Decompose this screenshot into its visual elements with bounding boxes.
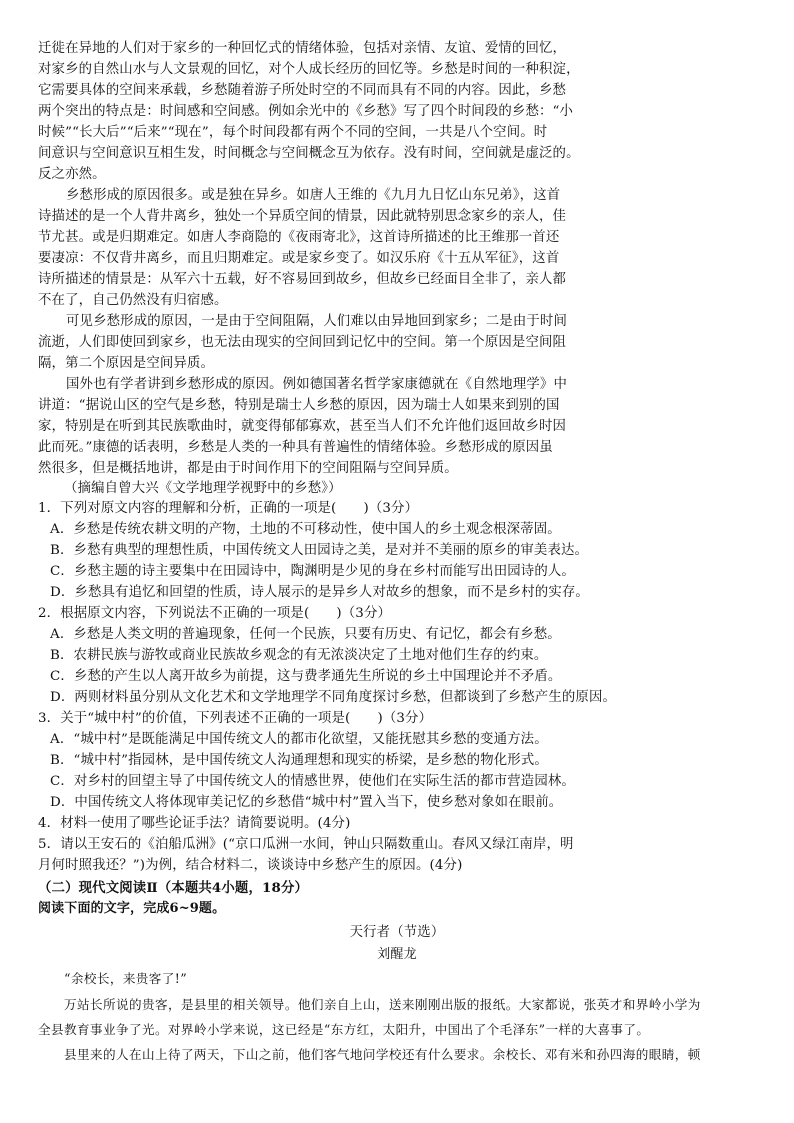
passage-line-21: 然很多，但是概括地讲，都是由于时间作用下的空间阻隔与空间异质。 [38, 461, 458, 476]
passage-line-6: 间意识与空间意识互相生发，时间概念与空间概念互为依存。没有时间，空间就是虚泛的。 [38, 146, 580, 161]
question-3-option-b[interactable]: B．“城中村”指园林，是中国传统文人沟通理想和现实的桥梁，是乡愁的物化形式。 [50, 753, 548, 768]
question-2-option-b[interactable]: B．农耕民族与游牧或商业民族故乡观念的有无浓淡决定了土地对他们生存的约束。 [50, 648, 548, 663]
passage-line-15: 流逝，人们即使回到家乡，也无法由现实的空间回到记忆中的空间。第一个原因是空间阻 [38, 335, 567, 350]
passage-line-14: 可见乡愁形成的原因，一是由于空间阻隔，人们难以由异地回到家乡；二是由于时间 [66, 314, 568, 329]
passage-line-11: 要凄凉：不仅背井离乡，而且归期难定。或是家乡变了。如汉乐府《十五从军征》，这首 [38, 251, 560, 266]
passage-line-9: 诗描述的是一个人背井离乡，独处一个异质空间的情景，因此就特别思念家乡的亲人，佳 [38, 209, 567, 224]
question-2-option-d[interactable]: D．两则材料虽分别从文化艺术和文学地理学不同角度探讨乡愁，但都谈到了乡愁产生的原因。 [50, 690, 617, 705]
passage-line-3: 它需要具体的空间来承载，乡愁随着游子所处时空的不同而具有不同的内容。因此，乡愁 [38, 83, 567, 98]
question-1-option-d[interactable]: D．乡愁具有追忆和回望的性质，诗人展示的是异乡人对故乡的想象，而不是乡村的实存。 [50, 585, 589, 600]
passage-line-4: 两个突出的特点是：时间感和空间感。例如余光中的《乡愁》写了四个时间段的乡愁：“小 [38, 104, 574, 119]
question-1-option-a[interactable]: A．乡愁是传统农耕文明的产物，土地的不可移动性，使中国人的乡土观念根深蒂固。 [50, 522, 561, 537]
passage-source: （摘编自曾大兴《文学地理学视野中的乡愁》） [64, 481, 342, 496]
story-paragraph-3: 县里来的人在山上待了两天，下山之前，他们客气地问学校还有什么要求。余校长、邓有米和孙四海的眼睛，顿 [64, 1047, 701, 1062]
passage-line-5: 时候”“长大后”“后来”“现在”，每个时间段都有两个不同的空间，一共是八个空间。时 [38, 125, 548, 140]
passage-line-2: 对家乡的自然山水与人文景观的回忆，对个人成长经历的回忆等。乡愁是时间的一种积淀， [38, 62, 580, 77]
section-instruction: 阅读下面的文字，完成6~9题。 [38, 901, 226, 916]
question-3-stem: 3．关于“城中村”的价值，下列表述不正确的一项是( )（3分） [38, 711, 433, 726]
story-paragraph-2-cont: 全县教育事业争了光。对界岭小学来说，这已经是“东方红，太阳升，中国出了个毛泽东”一样的大喜事了。 [38, 1022, 650, 1037]
passage-line-1: 迁徙在异地的人们对于家乡的一种回忆式的情绪体验，包括对亲情、友谊、爱情的回忆， [38, 41, 567, 56]
passage-line-20: 此而死。”康德的话表明，乡愁是人类的一种具有普遍性的情绪体验。乡愁形成的原因虽 [38, 440, 553, 455]
question-4-stem: 4．材料一使用了哪些论证手法？请简要说明。(4分) [38, 816, 351, 831]
question-1-option-b[interactable]: B．乡愁有典型的理想性质，中国传统文人田园诗之美，是对并不美丽的原乡的审美表达。 [50, 543, 589, 558]
story-paragraph-2: 万站长所说的贵客，是县里的相关领导。他们亲自上山，送来刚刚出版的报纸。大家都说，张英才和界岭小学为 [64, 997, 701, 1012]
question-1-stem: 1．下列对原文内容的理解和分析，正确的一项是( )（3分） [38, 501, 419, 516]
passage-line-17: 国外也有学者讲到乡愁形成的原因。例如德国著名哲学家康德就在《自然地理学》中 [66, 377, 568, 392]
passage-line-18: 讲道：“据说山区的空气是乡愁，特别是瑞士人乡愁的原因，因为瑞士人如果来到别的国 [38, 398, 560, 413]
question-3-option-c[interactable]: C．对乡村的回望主导了中国传统文人的情感世界，使他们在实际生活的都市营造园林。 [50, 774, 575, 789]
passage-line-7: 反之亦然。 [38, 167, 106, 182]
question-2-stem: 2．根据原文内容，下列说法不正确的一项是( )（3分） [38, 606, 392, 621]
passage-line-8: 乡愁形成的原因很多。或是独在异乡。如唐人王维的《九月九日忆山东兄弟》，这首 [66, 188, 561, 203]
passage-line-19: 家，特别是在听到其民族歌曲时，就变得郁郁寡欢，甚至当人们不允许他们返回故乡时因 [38, 419, 567, 434]
section-heading: （二）现代文阅读Ⅱ（本题共4小题，18分） [38, 880, 309, 896]
question-3-option-a[interactable]: A．“城中村”是既能满足中国传统文人的都市化欲望，又能抚慰其乡愁的变通方法。 [50, 732, 548, 747]
story-author: 刘醒龙 [377, 947, 417, 962]
question-5-stem-cont: 月何时照我还？”)为例，结合材料二，谈谈诗中乡愁产生的原因。(4分) [38, 858, 463, 873]
question-2-option-a[interactable]: A．乡愁是人类文明的普遍现象，任何一个民族，只要有历史、有记忆，都会有乡愁。 [50, 627, 561, 642]
story-paragraph-1: “余校长，来贵客了!” [64, 971, 188, 986]
passage-line-12: 诗所描述的情景是：从军六十五载，好不容易回到故乡，但故乡已经面目全非了，亲人都 [38, 272, 567, 287]
question-3-option-d[interactable]: D．中国传统文人将体现审美记忆的乡愁借“城中村”置入当下，使乡愁对象如在眼前。 [50, 795, 563, 810]
passage-line-13: 不在了，自己仍然没有归宿感。 [38, 293, 228, 308]
passage-line-10: 节尤甚。或是归期难定。如唐人李商隐的《夜雨寄北》，这首诗所描述的比王维那一首还 [38, 230, 560, 245]
question-1-option-c[interactable]: C．乡愁主题的诗主要集中在田园诗中，陶渊明是少见的身在乡村而能写出田园诗的人。 [50, 564, 575, 579]
story-title: 天行者（节选） [349, 925, 445, 940]
question-5-stem: 5．请以王安石的《泊船瓜洲》(“京口瓜洲一水间，钟山只隔数重山。春风又绿江南岸，明 [38, 837, 574, 852]
passage-line-16: 隔，第二个原因是空间异质。 [38, 356, 215, 371]
question-2-option-c[interactable]: C．乡愁的产生以人离开故乡为前提，这与费孝通先生所说的乡土中国理论并不矛盾。 [50, 669, 562, 684]
